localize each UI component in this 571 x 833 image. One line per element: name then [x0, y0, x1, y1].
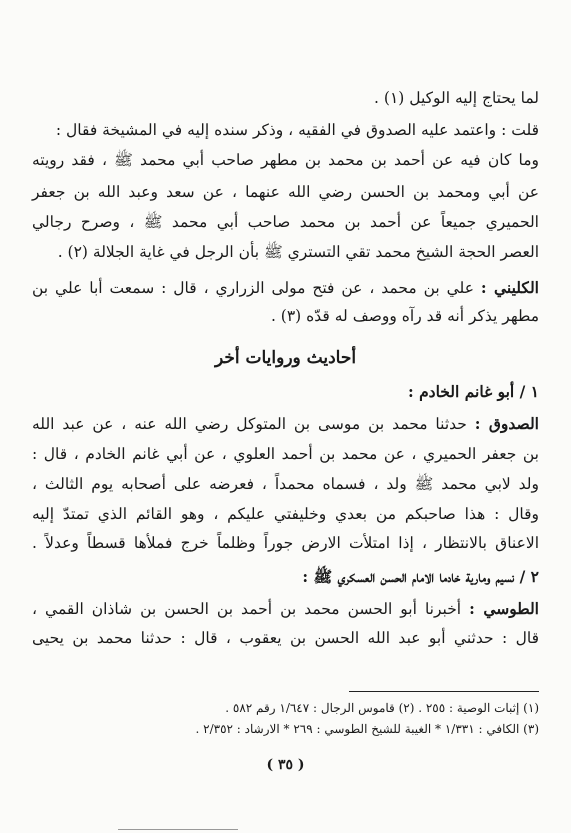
text-line: قال : حدثني أبو عبد الله الحسن بن يعقوب ، قال : حدثنا محمد بن يحيى	[32, 629, 539, 647]
scan-edge-line	[118, 829, 238, 830]
page-number: ( ٣٥ )	[266, 757, 305, 773]
subheading: ٢ / نسيم ومارية خادما الامام الحسن العسكري ﷺ :	[302, 567, 539, 586]
text-span: حدثنا محمد بن موسى بن المتوكل رضي الله عنه ، عن عبد الله	[32, 415, 475, 433]
text-span: علي بن محمد ، عن فتح مولى الزراري ، قال : سمعت أبا علي بن	[32, 279, 481, 297]
saduq-paragraph-line	[32, 414, 539, 434]
source-term: الطوسي :	[469, 599, 539, 618]
source-term: الكليني :	[480, 278, 539, 297]
text-line: عن أبي ومحمد بن الحسن رضي الله عنهما ، عن سعد وعبد الله بن جعفر	[32, 183, 539, 201]
text-line: مطهر يذكر أنه قد رآه ووصف له قدّه (٣) .	[270, 307, 539, 325]
text-span: أخبرنا أبو الحسن محمد بن أحمد بن الحسن بن شاذان القمي ،	[32, 600, 470, 618]
text-line: لما يحتاج إليه الوكيل (١) .	[374, 89, 539, 107]
text-line: العصر الحجة الشيخ محمد تقي التستري ﷺ بأن الرجل في غاية الجلالة (٢) .	[57, 243, 539, 261]
tusi-paragraph-line	[32, 599, 539, 619]
footnote-divider	[349, 691, 539, 692]
footnote-line: (١) إثبات الوصية : ٢٥٥ . (٢) قاموس الرجال : ١/٦٤٧ رقم ٥٨٢ .	[225, 701, 539, 715]
text-line: وما كان فيه عن أحمد بن محمد بن مطهر صاحب أبي محمد ﷺ ، فقد رويته	[32, 151, 539, 169]
kulayni-paragraph-line	[32, 278, 539, 298]
text-line: بن جعفر الحميري ، عن محمد بن أحمد العلوي ، عن أبي غانم الخادم ، قال :	[32, 445, 539, 463]
footnote-line: (٣) الكافي : ١/٣٣١ * الغيبة للشيخ الطوسي : ٢٦٩ * الارشاد : ٢/٣٥٢ .	[195, 722, 539, 736]
text-line: الحميري جميعاً عن أحمد بن محمد صاحب أبي محمد ﷺ ، وصرح رجالي	[32, 213, 539, 231]
subheading: ١ / أبو غانم الخادم :	[407, 382, 539, 401]
text-line: ولد لابي محمد ﷺ ولد ، فسماه محمداً ، فعرضه على أصحابه يوم الثالث ،	[32, 475, 539, 493]
section-heading: أحاديث وروايات أخر	[214, 348, 357, 368]
text-line: الاعناق بالانتظار ، إذا امتلأت الارض جوراً وظلماً خرج فملأها قسطاً وعدلاً .	[32, 534, 539, 552]
text-line: وقال : هذا صاحبكم من بعدي وخليفتي عليكم ، وهو القائم الذي تمتدّ إليه	[32, 505, 539, 523]
text-line: قلت : واعتمد عليه الصدوق في الفقيه ، وذكر سنده إليه في المشيخة فقال :	[55, 121, 539, 139]
source-term: الصدوق :	[474, 414, 539, 433]
